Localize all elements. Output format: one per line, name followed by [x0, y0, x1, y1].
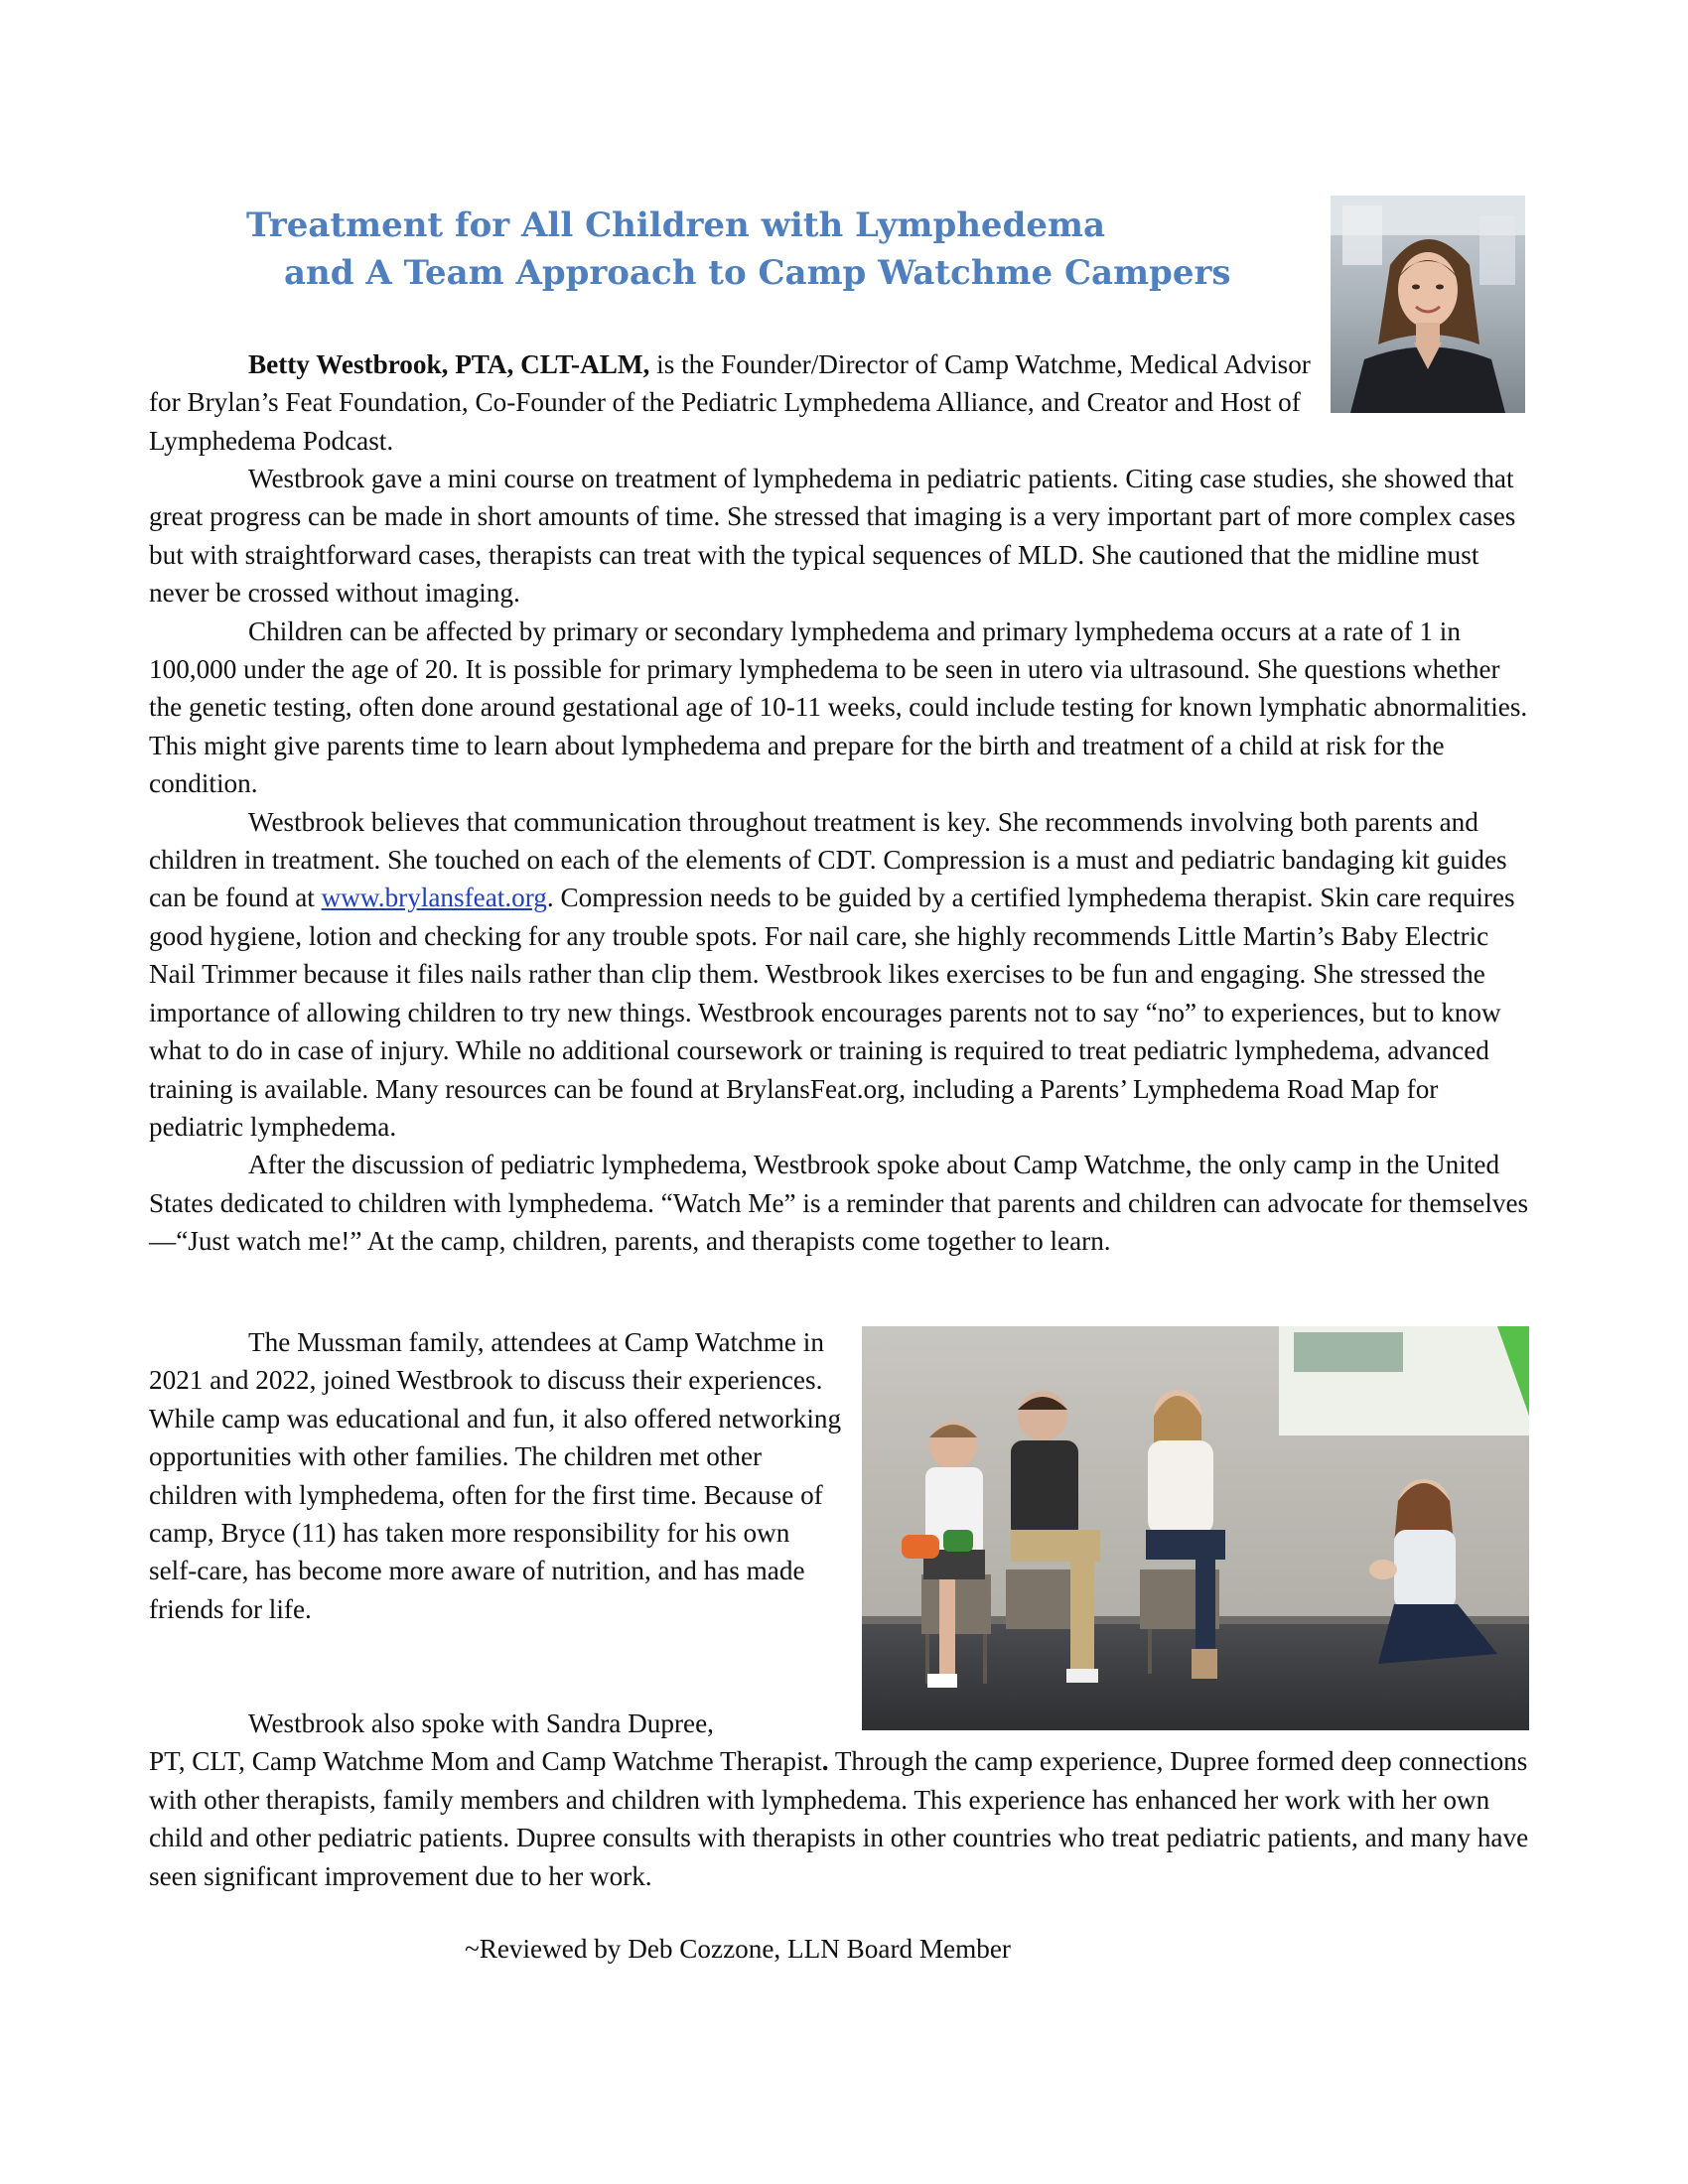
paragraph-mussman: The Mussman family, attendees at Camp Watchme in 2021 and 2022, joined Westbrook to discuss their experiences. While camp was educational and fun, it also offered networking opportunities with other families. The children met other children with lymphedema, often for the first time. Because of camp, Bryce (11) has taken more responsibility for his own self-care, has become more aware of nutrition, and has made friends for life. — [149, 1327, 842, 1624]
intro-text: is the Founder/Director of Camp Watchme, Medical Advisor for Brylan’s Feat Foundation, Co-Founder of the Pediatric Lymphedema Alliance, and Creator and Host of Lymphedema Podcast. — [149, 349, 1311, 456]
paragraph-primary-lymphedema: Children can be affected by primary or secondary lymphedema and primary lymphedema occurs at a rate of 1 in 100,000 under the age of 20. It is possible for primary lymphedema to be seen in utero via ultrasound. She questions whether the genetic testing, often done around gestational age of 10-11 weeks, could include testing for known lymphatic abnormalities. This might give parents time to learn about lymphedema and prepare for the birth and treatment of a child at risk for the condition. — [149, 615, 1528, 799]
communication-text-2: . Compression needs to be guided by a certified lymphedema therapist. Skin care requires good hygiene, lotion and checking for any trouble spots. For nail care, she highly recommends Little Martin’s Baby Electric Nail Trimmer because it files nails rather than clip them. Westbrook likes exercises to be fun and engaging. She stressed the importance of allowing children to try new things. Westbrook encourages parents not to say “no” to experiences, but to know what to do in case of injury. While no additional coursework or training is required to treat pediatric lymphedema, advanced training is available. Many resources can be found at BrylansFeat.org, including a Parents’ Lymphedema Road Map for pediatric lymphedema. — [149, 883, 1515, 1142]
article-title-line-2: and A Team Approach to Camp Watchme Campers — [284, 253, 1231, 293]
headshot-photo — [1331, 196, 1525, 413]
dupree-paragraph-block — [149, 1705, 1529, 1895]
dupree-line-1: Westbrook also spoke with Sandra Dupree, — [248, 1708, 714, 1738]
mussman-paragraph-block — [149, 1323, 844, 1628]
reviewed-by-credit: ~Reviewed by Deb Cozzone, LLN Board Member — [465, 1934, 1011, 1964]
dupree-period: . — [821, 1746, 829, 1777]
author-name: Betty Westbrook, PTA, CLT-ALM, — [248, 349, 650, 379]
intro-paragraph — [149, 345, 1311, 460]
paragraph-dupree — [149, 1742, 1529, 1895]
panel-discussion-photo — [862, 1326, 1529, 1730]
paragraph-treatment: Westbrook gave a mini course on treatment of lymphedema in pediatric patients. Citing case studies, she showed that great progress can be made in short amounts of time. She stressed that imaging is a very important part of more complex cases but with straightforward cases, therapists can treat with the typical sequences of MLD. She cautioned that the midline must never be crossed without imaging. — [149, 464, 1516, 609]
paragraph-camp-watchme: After the discussion of pediatric lymphedema, Westbrook spoke about Camp Watchme, the only camp in the United States dedicated to children with lymphedema. “Watch Me” is a reminder that parents and children can advocate for themselves—“Just watch me!” At the camp, children, parents, and therapists come together to learn. — [149, 1150, 1529, 1257]
dupree-text: Through the camp experience, Dupree formed deep connections with other therapists, family members and children with lymphedema. This experience has enhanced her work with her own child and other pediatric patients. Dupree consults with therapists in other countries who treat pediatric patients, and many have seen significant improvement due to her work. — [149, 1746, 1529, 1891]
article-body — [149, 460, 1529, 1261]
paragraph-communication — [149, 803, 1529, 1147]
communication-text-1: Westbrook believes that communication throughout treatment is key. She recommends involving both parents and children in treatment. She touched on each of the elements of CDT. Compression is a must and pediatric bandaging kit guides can be found at — [149, 806, 1507, 913]
dupree-credentials: PT, CLT, Camp Watchme Mom and Camp Watchme Therapist — [149, 1746, 822, 1777]
article-title-line-1: Treatment for All Children with Lymphedema — [246, 205, 1105, 245]
brylansfeat-link[interactable]: www.brylansfeat.org — [321, 883, 547, 913]
